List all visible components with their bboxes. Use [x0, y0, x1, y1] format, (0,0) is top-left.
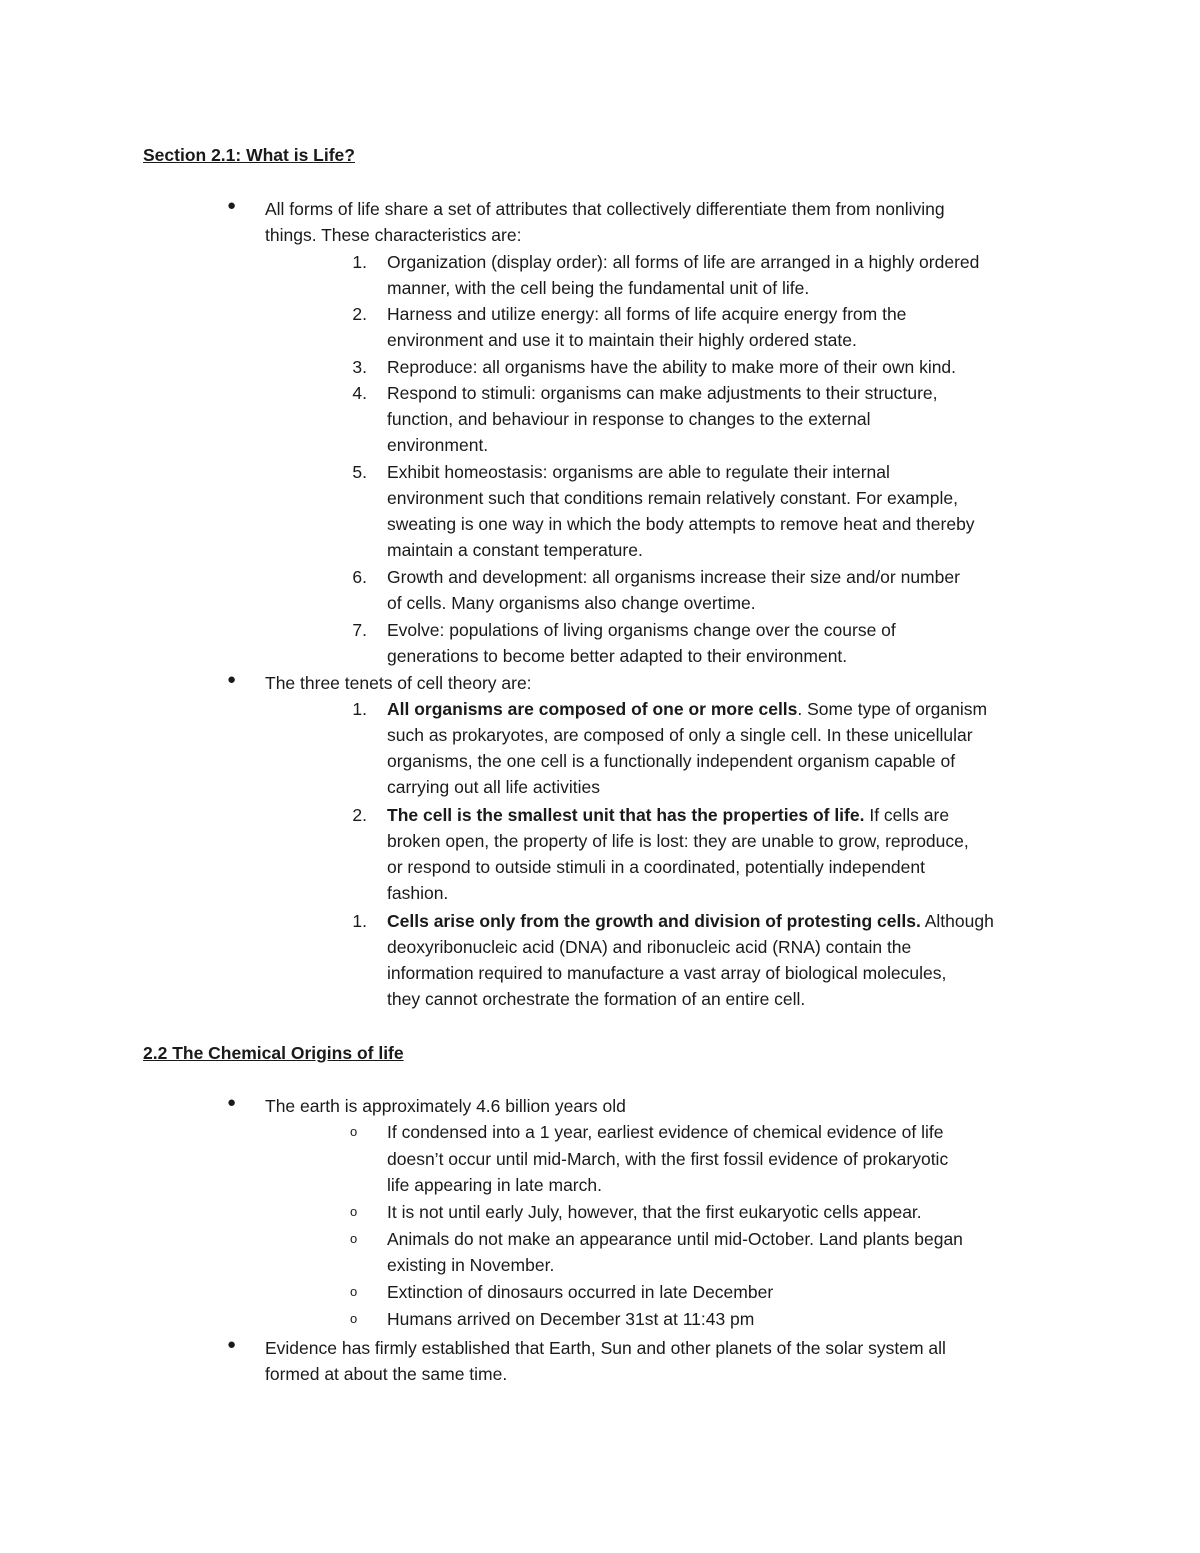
bold-text: The cell is the smallest unit that has the properties of life. — [387, 805, 865, 825]
list-item-text: fashion. — [387, 883, 449, 903]
list-item-text: maintain a constant temperature. — [387, 540, 643, 560]
list-item-text: sweating is one way in which the body attempts to remove heat and thereby — [387, 514, 975, 534]
sub-item-text: Extinction of dinosaurs occurred in late December — [387, 1282, 774, 1302]
list-item-text: generations to become better adapted to their environment. — [387, 646, 848, 666]
plain-text: If cells are — [864, 805, 950, 825]
bullet-text: The earth is approximately 4.6 billion years old — [265, 1096, 626, 1116]
list-number: 1. — [352, 911, 367, 931]
list-item-text: organisms, the one cell is a functionally independent organism capable of — [387, 751, 956, 771]
list-number: 7. — [352, 620, 367, 640]
list-item-text: such as prokaryotes, are composed of only a single cell. In these unicellular — [387, 725, 973, 745]
list-item-text: broken open, the property of life is lost: they are unable to grow, reproduce, — [387, 831, 969, 851]
bullet-text: Evidence has firmly established that Earth, Sun and other planets of the solar system all — [265, 1338, 946, 1358]
list-number: 1. — [352, 699, 367, 719]
circle-bullet-icon: o — [350, 1204, 358, 1219]
bullet-text: things. These characteristics are: — [265, 225, 522, 245]
list-item-text: Reproduce: all organisms have the ability to make more of their own kind. — [387, 357, 957, 377]
list-number: 2. — [352, 805, 367, 825]
list-number: 3. — [352, 357, 367, 377]
list-item-text: they cannot orchestrate the formation of an entire cell. — [387, 989, 806, 1009]
list-number: 5. — [352, 462, 367, 482]
plain-text: Although — [920, 911, 994, 931]
list-item-text: Growth and development: all organisms increase their size and/or number — [387, 567, 960, 587]
list-item-text: environment such that conditions remain relatively constant. For example, — [387, 488, 958, 508]
bold-text: Cells arise only from the growth and division of protesting cells. — [387, 911, 921, 931]
section-heading-2-1: Section 2.1: What is Life? — [143, 145, 355, 165]
list-number: 4. — [352, 383, 367, 403]
list-item-text: Evolve: populations of living organisms change over the course of — [387, 620, 896, 640]
circle-bullet-icon: o — [350, 1124, 358, 1139]
sub-item-text: existing in November. — [387, 1255, 555, 1275]
sub-item-text: Animals do not make an appearance until mid-October. Land plants began — [387, 1229, 963, 1249]
list-item-text: Exhibit homeostasis: organisms are able to regulate their internal — [387, 462, 890, 482]
bold-text: All organisms are composed of one or more cells — [387, 699, 798, 719]
bullet-text: formed at about the same time. — [265, 1364, 508, 1384]
bullet-icon: ● — [227, 671, 237, 688]
bullet-icon: ● — [227, 1094, 237, 1111]
list-number: 6. — [352, 567, 367, 587]
list-item-text: or respond to outside stimuli in a coordinated, potentially independent — [387, 857, 925, 877]
sub-item-text: life appearing in late march. — [387, 1175, 602, 1195]
bullet-text: All forms of life share a set of attributes that collectively differentiate them from nonliving — [265, 199, 945, 219]
sub-item-text: It is not until early July, however, that the first eukaryotic cells appear. — [387, 1202, 922, 1222]
list-item-text: carrying out all life activities — [387, 777, 600, 797]
bullet-icon: ● — [227, 1336, 237, 1353]
list-item-text: of cells. Many organisms also change overtime. — [387, 593, 756, 613]
list-item-text: deoxyribonucleic acid (DNA) and ribonucleic acid (RNA) contain the — [387, 937, 912, 957]
bullet-icon: ● — [227, 197, 237, 214]
plain-text: . Some type of organism — [797, 699, 988, 719]
list-item-text — [387, 802, 949, 828]
list-item-text: environment and use it to maintain their highly ordered state. — [387, 330, 857, 350]
list-item-text: function, and behaviour in response to changes to the external — [387, 409, 871, 429]
list-item-text: information required to manufacture a vast array of biological molecules, — [387, 963, 947, 983]
list-item-text: environment. — [387, 435, 489, 455]
bullet-text: The three tenets of cell theory are: — [265, 673, 532, 693]
list-item-text: Organization (display order): all forms of life are arranged in a highly ordered — [387, 252, 980, 272]
circle-bullet-icon: o — [350, 1231, 358, 1246]
list-number: 1. — [352, 252, 367, 272]
sub-item-text: If condensed into a 1 year, earliest evidence of chemical evidence of life — [387, 1122, 944, 1142]
circle-bullet-icon: o — [350, 1311, 358, 1326]
list-item-text — [387, 696, 987, 722]
list-item-text: Respond to stimuli: organisms can make adjustments to their structure, — [387, 383, 938, 403]
sub-item-text: doesn’t occur until mid-March, with the first fossil evidence of prokaryotic — [387, 1149, 949, 1169]
list-item-text — [387, 908, 994, 934]
list-item-text: manner, with the cell being the fundamental unit of life. — [387, 278, 810, 298]
section-heading-2-2: 2.2 The Chemical Origins of life — [143, 1043, 404, 1063]
list-item-text: Harness and utilize energy: all forms of life acquire energy from the — [387, 304, 907, 324]
sub-item-text: Humans arrived on December 31st at 11:43 pm — [387, 1309, 755, 1329]
list-number: 2. — [352, 304, 367, 324]
circle-bullet-icon: o — [350, 1284, 358, 1299]
